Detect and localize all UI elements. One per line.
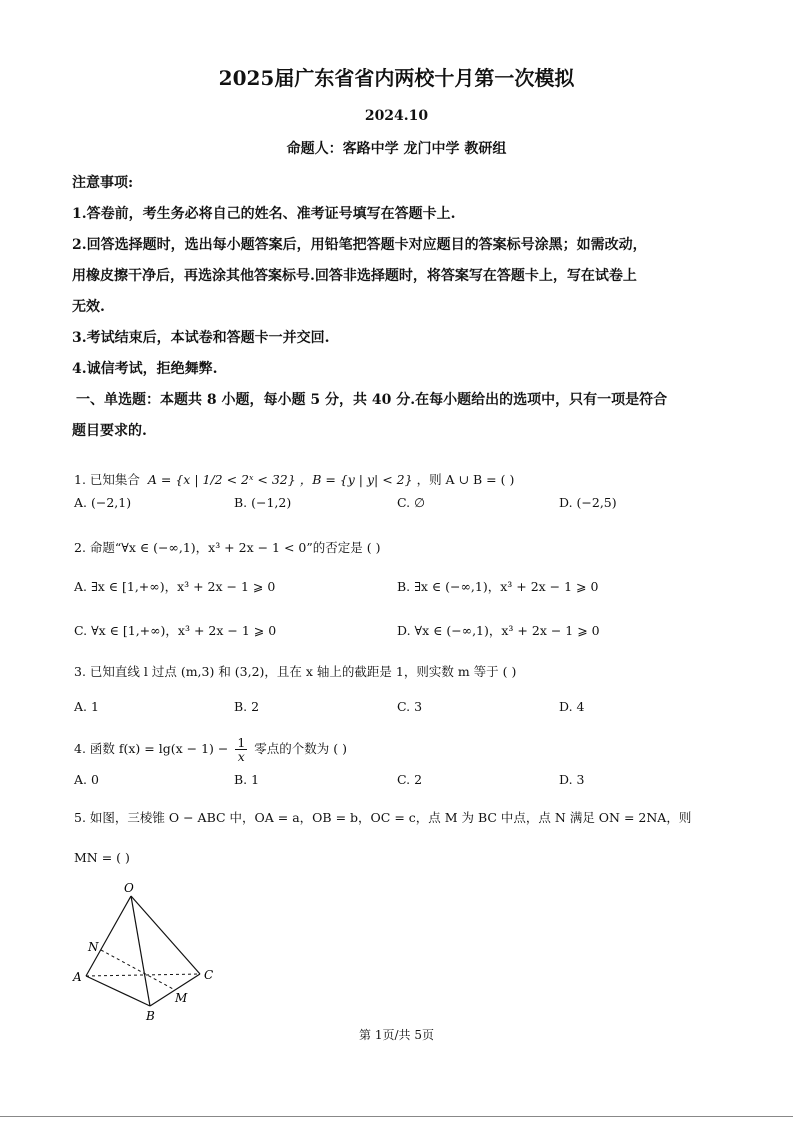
question-4-option-a: A. 0 (74, 772, 99, 787)
edge-ab (86, 976, 150, 1006)
question-5-stem-line-2: MN = ( ) (74, 850, 130, 865)
section-1-heading-line-1: 一、单选题：本题共 8 小题，每小题 5 分，共 40 分.在每小题给出的选项中，只有一项是符合 (76, 392, 668, 408)
notice-item-2-line-1: 2.回答选择题时，选出每小题答案后，用铅笔把答题卡对应题目的答案标号涂黑；如需改动， (72, 237, 647, 253)
question-4-stem (74, 736, 347, 763)
edge-oa (86, 896, 131, 976)
segment-mn-hidden (101, 950, 175, 990)
question-3-option-a: A. 1 (74, 699, 99, 714)
question-1-option-b: B. (−1,2) (234, 495, 292, 510)
bottom-divider (0, 1116, 793, 1117)
edge-ob (131, 896, 150, 1006)
question-1-prefix: 1. 已知集合 (74, 472, 140, 487)
question-4-option-c: C. 2 (397, 772, 423, 787)
question-4-option-d: D. 3 (559, 772, 585, 787)
question-4-fraction-denominator: x (237, 749, 245, 764)
question-3-option-b: B. 2 (234, 699, 260, 714)
question-1-option-d: D. (−2,5) (559, 495, 617, 510)
notice-item-1: 1.答卷前，考生务必将自己的姓名、准考证号填写在答题卡上. (72, 206, 456, 222)
label-o: O (124, 881, 134, 895)
notice-item-2-line-2: 用橡皮擦干净后，再选涂其他答案标号.回答非选择题时，将答案写在答题卡上，写在试卷上 (72, 268, 637, 284)
question-3-option-c: C. 3 (397, 699, 423, 714)
notice-item-4: 4.诚信考试，拒绝舞弊. (72, 361, 218, 377)
question-4-fraction (235, 736, 247, 763)
question-2-option-b: B. ∃x ∈ (−∞,1)，x³ + 2x − 1 ⩾ 0 (397, 579, 599, 594)
label-b: B (146, 1009, 155, 1023)
question-5-stem-line-1: 5. 如图，三棱锥 O − ABC 中，OA = a，OB = b，OC = c，点 M 为 BC 中点，点 N 满足 ON = 2NA，则 (74, 810, 692, 825)
page-footer: 第 1页/共 5页 (359, 1028, 434, 1042)
pyramid-figure (60, 880, 230, 1025)
question-1-suffix: ，则 A ∪ B = ( ) (416, 472, 515, 487)
exam-title: 2025届广东省省内两校十月第一次模拟 (218, 66, 575, 90)
question-2-option-c: C. ∀x ∈ [1,+∞)，x³ + 2x − 1 ⩾ 0 (74, 623, 277, 638)
label-c: C (204, 968, 214, 982)
notice-item-3: 3.考试结束后，本试卷和答题卡一并交回. (72, 330, 330, 346)
edge-oc (131, 896, 200, 974)
label-n: N (88, 940, 99, 954)
question-3-option-d: D. 4 (559, 699, 585, 714)
question-4-fraction-numerator: 1 (237, 735, 246, 750)
exam-author: 命题人：客路中学 龙门中学 教研组 (286, 141, 507, 157)
question-4-prefix: 4. 函数 f(x) = lg(x − 1) − (74, 741, 229, 756)
label-m: M (175, 991, 188, 1005)
question-4-option-b: B. 1 (234, 772, 260, 787)
label-a: A (73, 970, 82, 984)
question-1-option-c: C. ∅ (397, 495, 425, 510)
question-1-set-b: ，B = {y | y| < 2} (299, 472, 413, 487)
question-2-option-a: A. ∃x ∈ [1,+∞)，x³ + 2x − 1 ⩾ 0 (74, 579, 276, 594)
question-4-suffix: 零点的个数为 ( ) (254, 741, 347, 756)
edge-ac-hidden (86, 974, 200, 976)
section-1-heading-line-2: 题目要求的. (72, 423, 147, 439)
question-1-set-a: A = {x | 1/2 < 2ˣ < 32} (147, 472, 296, 487)
question-2-option-d: D. ∀x ∈ (−∞,1)，x³ + 2x − 1 ⩾ 0 (397, 623, 600, 638)
notice-heading: 注意事项: (72, 175, 134, 191)
question-3-stem: 3. 已知直线 l 过点 (m,3) 和 (3,2)，且在 x 轴上的截距是 1，则实数 m 等于 ( ) (74, 664, 517, 679)
exam-date: 2024.10 (364, 108, 429, 124)
question-1-stem (74, 470, 514, 488)
question-2-stem: 2. 命题“∀x ∈ (−∞,1)，x³ + 2x − 1 < 0”的否定是 ( ) (74, 540, 381, 555)
notice-item-2-line-3: 无效. (72, 299, 105, 315)
question-1-option-a: A. (−2,1) (74, 495, 132, 510)
